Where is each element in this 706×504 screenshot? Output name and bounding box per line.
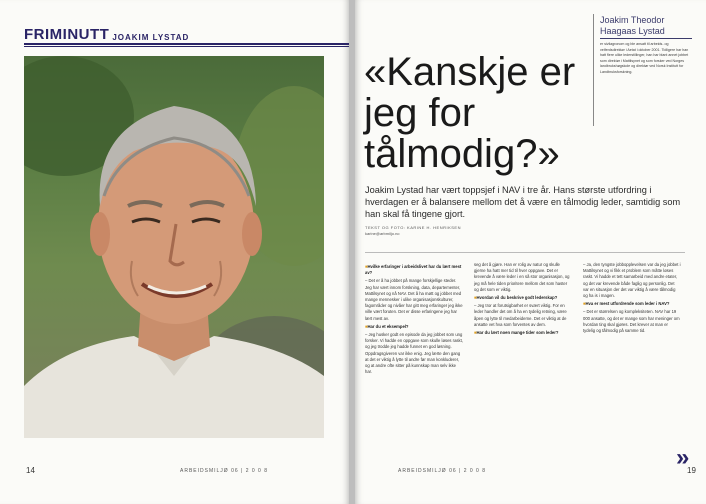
header-rule-thin [24,46,349,47]
interview-answer: – Jeg tror at forutsigbarhet er svært viktig. For en leder handler det om å ha en tydelig retning, være åpen og lytte til medarbeiderne. Det er viktig at de ansatte vet hva som forventes av dem. [474,303,567,327]
sidebar-name: Joakim Theodor Haagaas Lystad [600,15,665,36]
interview-question: ■ Har du et eksempel? [365,324,463,330]
section-title: FRIMINUTT [24,26,110,43]
article-byline: TEKST OG FOTO: KARINE H. HENRIKSEN [365,225,461,230]
article-lead: Joakim Lystad har vært toppsjef i NAV i tre år. Hans største utfordring i hverdagen er å balansere mellom det å være en tålmodig leder, samtidig som han skal få tingene gjort. [365,185,681,219]
footer-right: ARBEIDSMILJØ 06 | 2 0 0 8 [398,468,486,474]
article-column-2 [474,262,572,338]
interview-question: ■ Hvordan vil du beskrive godt lederskap? [474,295,572,301]
interview-answer: – Jeg husker godt en episode da jeg jobbet som ung forsker. Vi hadde en oppgave som skulle løses raskt, og jeg trodde jeg hadde funnet en god løsning. Oppdragsgiveren var ikke enig. Jeg lærte den gang at det er viktig å lytte til andre før man konkluderer, og at andre ofte sitter på kunnskap man selv ikke har. [365,332,463,375]
interview-answer: – Det er å ha jobbet på mange forskjellige steder. Jeg har vært innom forskning, data, departementer, Mattilsynet og nå NAV. Det å ha møtt og jobbet med mange mennesker i ulike organisasjonskulturer, fagområder og nivåer har gitt meg erfaringer jeg ikke ville vært foruten. Det er disse erfaringene jeg har lært mest av. [365,278,463,321]
sidebar-rule [600,38,692,39]
portrait-photo [24,56,324,438]
page-number-left: 14 [26,466,35,475]
interview-question: ■ Hvilke erfaringer i arbeidslivet har du lært mest av? [365,264,463,276]
interview-question: ■ Har du lært noen mange tider som leder? [474,330,572,336]
interview-answer: – Ja, den tyngste jobbopplevelsen var da jeg jobbet i Mattilsynet og vi fikk et problem som måtte løses raskt. Vi hadde et tett samarbeid med andre etater, og det var krevende både faglig og personlig. Det var en situasjon der det var viktig å være tålmodig og ha is i magen. [583,262,681,299]
article-column-1 [365,262,463,377]
interview-answer: seg det å gjøre. Han er rolig av natur og skulle gjerne ha hatt mer tid til hver oppgave. Det er krevende å være leder i en så stor organisasjon, og jeg må hele tiden prioritere mellom det som haster og det som er viktig. [474,262,570,292]
byline-email: karine@arbmiljo.no [365,231,400,236]
section-header [24,24,189,42]
section-author: JOAKIM LYSTAD [112,33,190,42]
page-number-right: 19 [687,466,696,475]
body-rule [365,252,685,253]
article-headline: «Kanskje er jeg for tålmodig?» [364,50,576,176]
sidebar-bio: er sivilagronom og ble ansatt til arbeids- og velferdsdirektør i Aetat i oktober 2001. Tidligere har han hatt flere ulike lederstillinger, han har blant annet jobbet som direktør i Mattilsynet og som forsker ved Norges landbrukshøgskole og direktør ved Norsk Institutt for Landbruksforskning. [600,42,689,74]
article-column-3 [583,262,681,336]
interview-question: ■ Hva er mest utfordrende som leder i NAV? [583,301,681,307]
footer-left: ARBEIDSMILJØ 06 | 2 0 0 8 [180,468,268,474]
left-page [0,0,349,504]
end-quote-icon: » [676,444,690,471]
header-rule [24,43,349,45]
interview-answer: – Det er størrelsen og kompleksiteten. NAV har 19 000 ansatte, og det er mange som har meninger om hvordan ting skal gjøres. Det krever at man er tydelig og tålmodig på samme tid. [583,309,680,334]
